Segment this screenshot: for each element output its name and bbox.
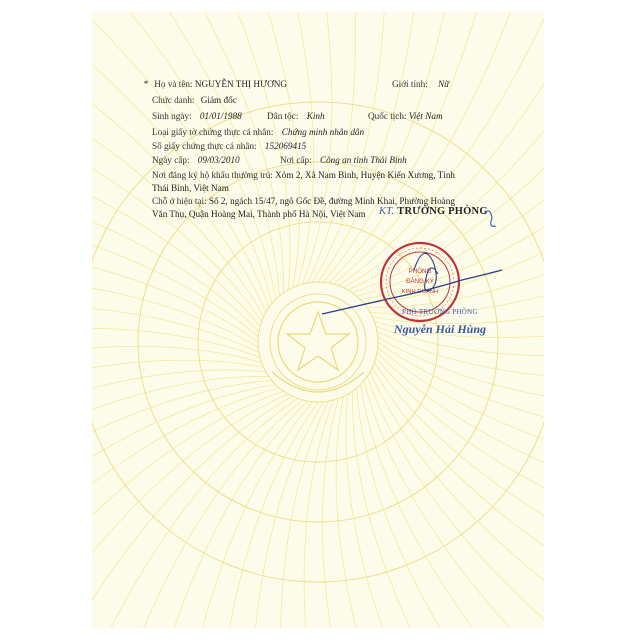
current-address-line2: Văn Thụ, Quận Hoàng Mai, Thành phố Hà Nội, Việt Nam [152, 209, 366, 219]
chief-title-text: TRƯỞNG PHÒNG [397, 206, 488, 217]
bullet-star: * [143, 79, 149, 89]
stamp-line-2: ĐĂNG KÝ [406, 278, 434, 285]
gender-value: Nữ [438, 79, 450, 89]
stamp-line-1: PHÒNG [408, 268, 432, 275]
id-type-value: Chứng minh nhân dân [281, 127, 365, 137]
id-number-value: 152069415 [264, 141, 307, 151]
permanent-address-line1: Xóm 2, Xã Nam Bình, Huyện Kiến Xương, Tỉnh [275, 170, 456, 180]
permanent-address-line2: Thái Bình, Việt Nam [152, 183, 229, 193]
dob-label: Sinh ngày: [152, 111, 192, 121]
position-value: Giám đốc [200, 95, 237, 105]
ethnicity-value: Kinh [306, 111, 325, 121]
name-value: NGUYỄN THỊ HƯƠNG [194, 79, 288, 89]
on-behalf-prefix: KT. [379, 206, 395, 217]
issue-place-label: Nơi cấp: [280, 155, 312, 165]
deputy-name: Nguyễn Hải Hùng [394, 322, 487, 336]
nationality-label: Quốc tịch: [368, 111, 407, 121]
stamp-line-3: KINH DOANH [401, 289, 439, 295]
current-address-label: Chỗ ở hiện tại: [152, 196, 207, 206]
name-label: Họ và tên: [154, 79, 193, 89]
ethnicity-label: Dân tộc: [267, 111, 299, 121]
position-label: Chức danh: [152, 95, 195, 105]
issue-place-value: Công an tỉnh Thái Bình [319, 155, 407, 165]
issue-date-label: Ngày cấp: [152, 155, 190, 165]
dob-value: 01/01/1988 [199, 111, 242, 121]
id-number-label: Số giấy chứng thực cá nhân: [152, 141, 257, 151]
issue-date-value: 09/03/2010 [197, 155, 240, 165]
current-address-line1: Số 2, ngách 15/47, ngõ Gốc Đề, đường Minh Khai, Phường Hoàng [208, 196, 455, 206]
chief-title [379, 206, 488, 217]
gender-label: Giới tính: [392, 79, 428, 89]
nationality-value: Việt Nam [408, 111, 443, 121]
permanent-address-label: Nơi đăng ký hộ khẩu thường trú: [152, 170, 273, 180]
id-type-label: Loại giấy tờ chứng thực cá nhân: [152, 127, 274, 137]
deputy-title: PHÓ TRƯỞNG PHÒNG [402, 308, 478, 316]
document-page [92, 12, 544, 628]
